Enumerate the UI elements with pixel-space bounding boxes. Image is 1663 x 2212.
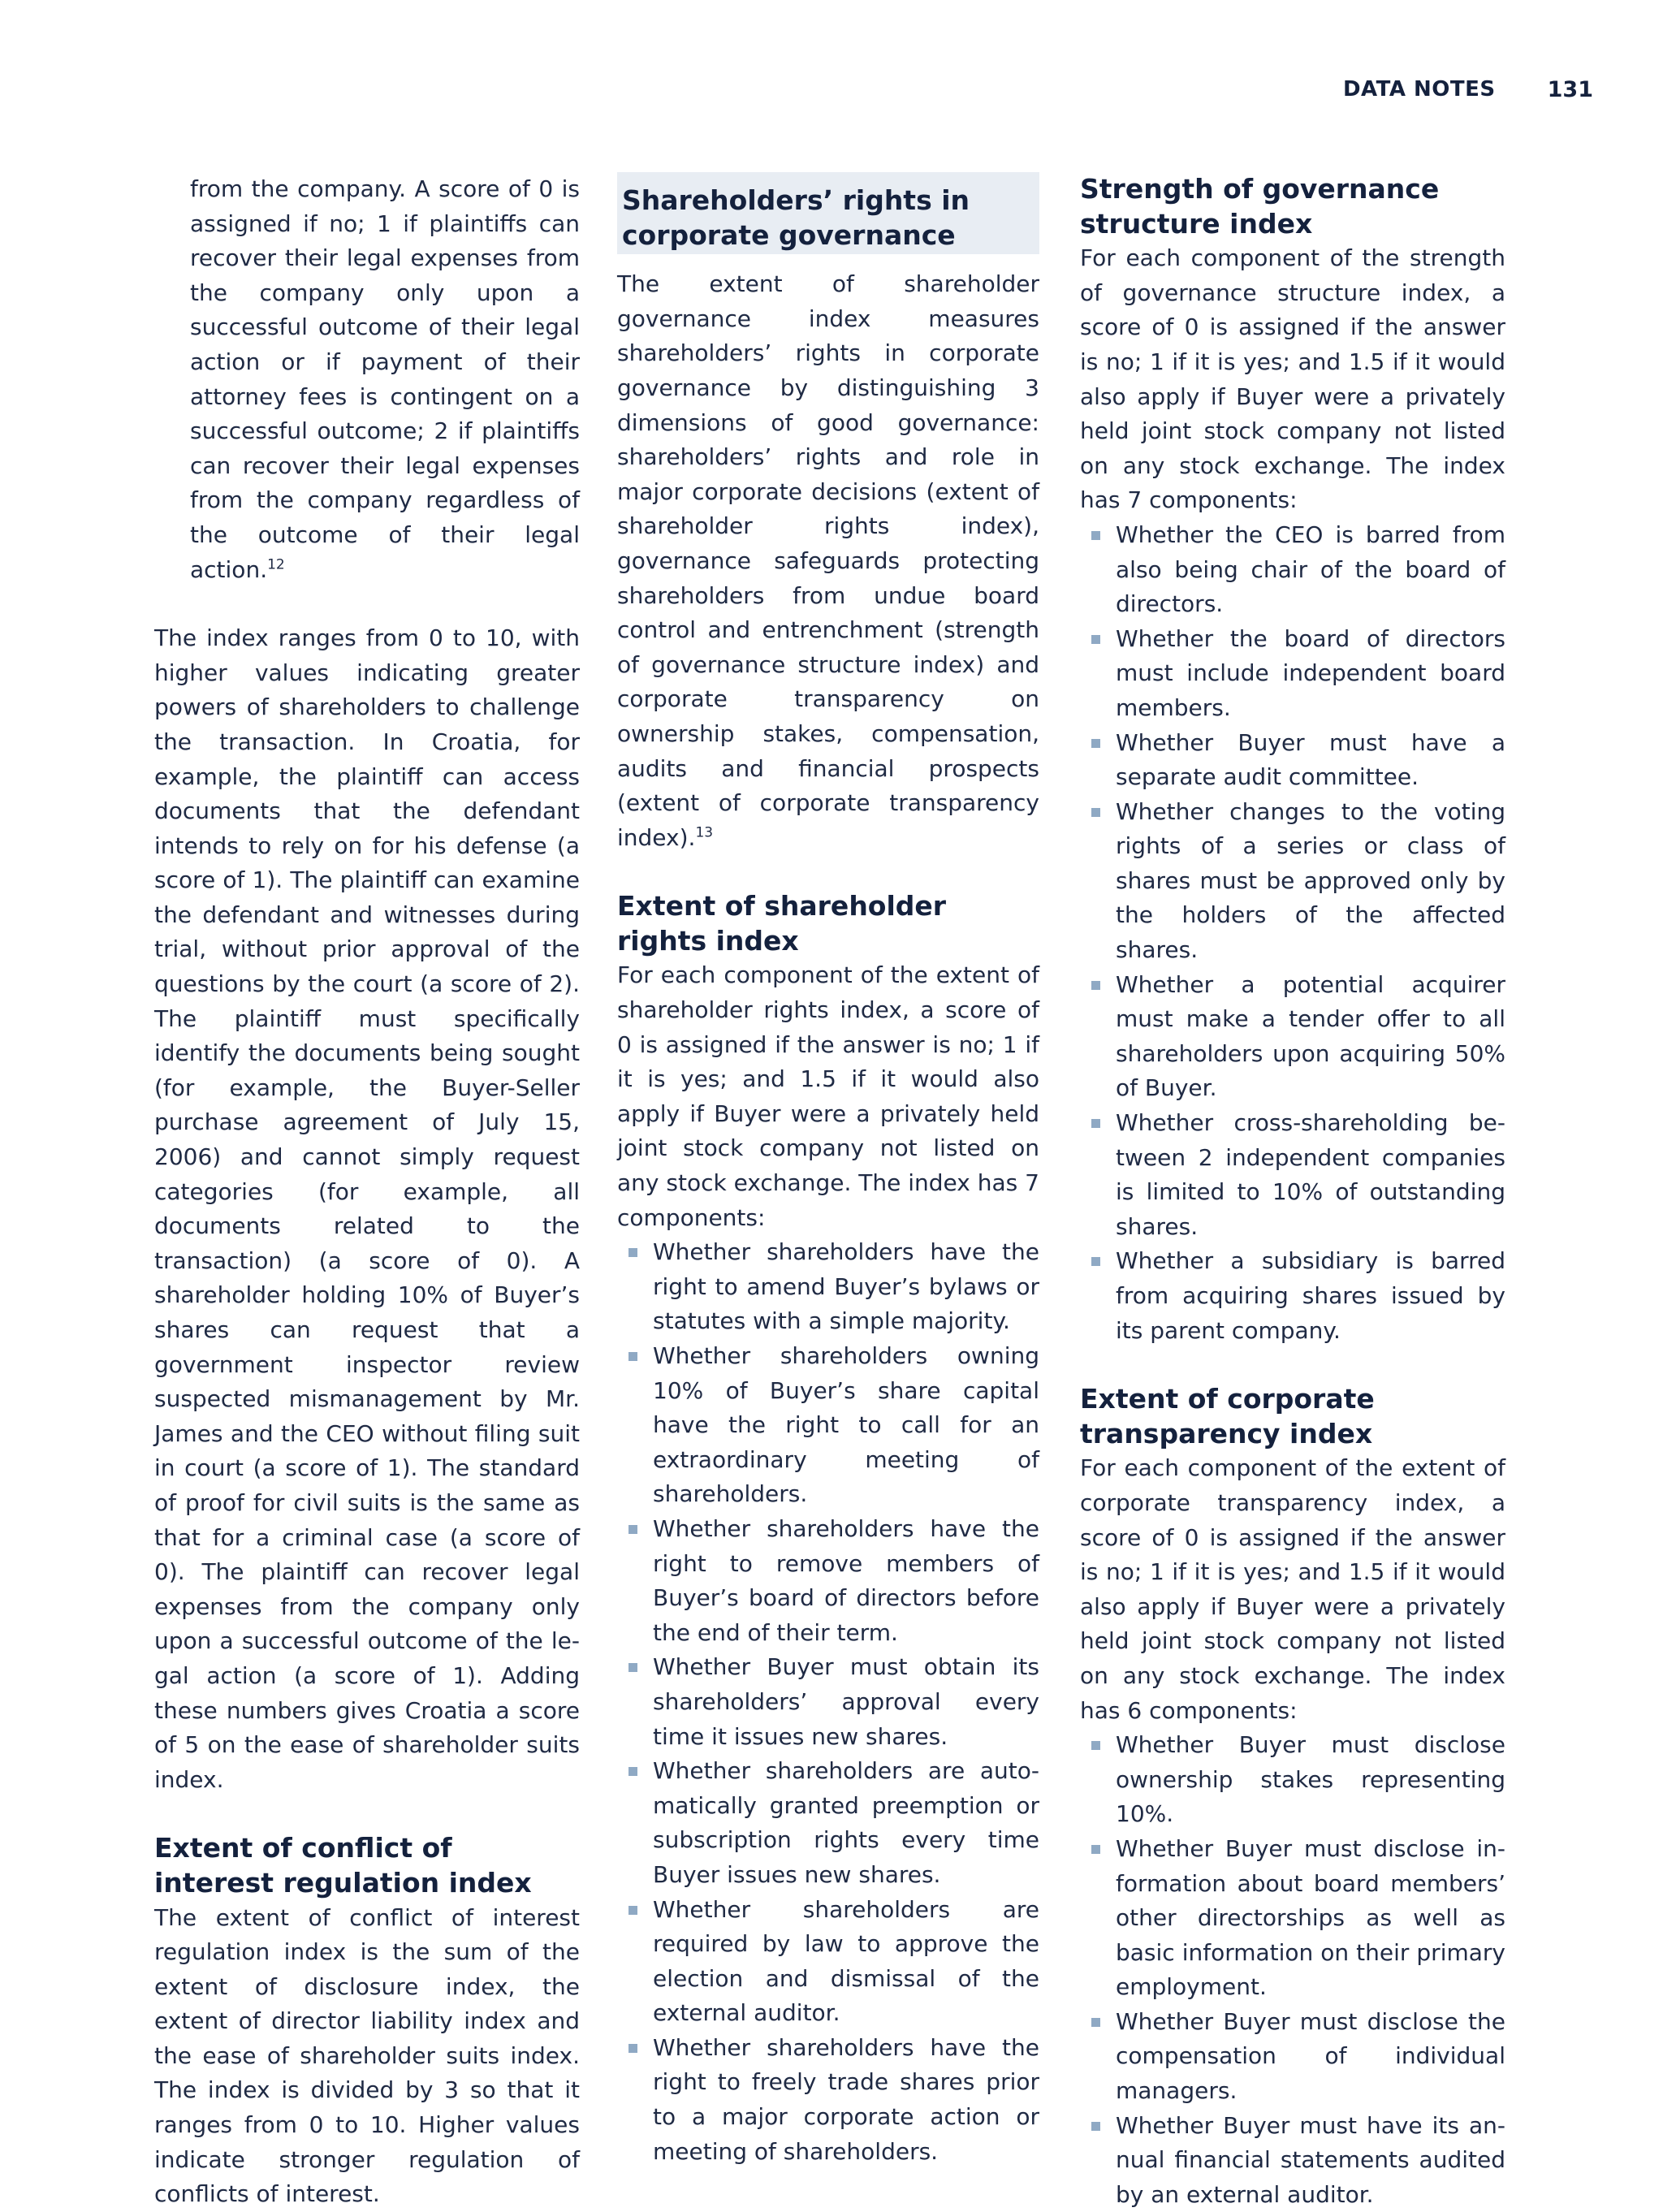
croatia-example-paragraph: The index ranges from 0 to 10, with higher values indicating greater powers of shareholders to challenge the transaction. In Croatia, for example, the plaintiff can access documents that the defendant intends to rely on for his defense (a score of 1). The plaintiff can examine the defendant and witnesses during trial, without prior approval of the questions by the court (a score of 2). The plaintiff must specifically identify the documents being sought (for example, the Buyer-Seller purchase agreement of July 15, 2006) and cannot simply request categories (for example, all documents related to the transaction) (a score of 0). A shareholder holding 10% of Buyer’s shares can request that a government inspector review suspected mismanagement by Mr. James and the CEO without filing suit in court (a score of 1). The standard of proof for civil suits is the same as that for a criminal case (a score of 0). The plaintiff can recover legal expenses from the company only upon a successful outcome of the legal action (a score of 1). Adding these numbers gives Croatia a score of 5 on the ease of shareholder suits index. <box>154 624 580 1793</box>
shareholder-rights-index-heading: Extent of shareholder rights index <box>617 890 947 957</box>
shareholders-rights-heading: Shareholders’ rights in corporate governance <box>622 184 970 251</box>
list-item: Whether the board of directors must include independent board members. <box>1080 622 1505 726</box>
governance-structure-paragraph: For each component of the strength of governance structure index, a score of 0 is assigned if the answer is no; 1 if it is yes; and 1.5 if it would also apply if Buyer were a privately held joint stock company not listed on any stock exchange. The index has 7 components: <box>1080 244 1505 514</box>
governance-structure-components <box>1080 518 1505 1348</box>
governance-structure-heading: Strength of governance structure index <box>1080 173 1440 240</box>
conflict-of-interest-heading: Extent of conflict of interest regulation index <box>154 1832 532 1899</box>
shareholder-rights-components <box>617 1235 1039 2169</box>
list-item: Whether a potential acquirer must make a tender offer to all shareholders upon acquiring 50% of Buyer. <box>1080 968 1505 1106</box>
column-left <box>154 172 580 2212</box>
corporate-transparency-paragraph: For each component of the extent of corporate transparency index, a score of 0 is assigned if the answer is no; 1 if it is yes; and 1.5 if it would also apply if Buyer were a privately held joint stock company not listed on any stock exchange. The index has 6 components: <box>1080 1454 1505 1724</box>
list-item: Whether Buyer must obtain its shareholders’ approval every time it issues new shares. <box>617 1650 1039 1754</box>
shareholders-rights-heading-box <box>617 172 1039 254</box>
conflict-of-interest-paragraph: The extent of conflict of interest regulation index is the sum of the extent of disclosure index, the extent of director liability index and the ease of shareholder suits index. The index is divided by 3 so that it ranges from 0 to 10. Higher values indicate stronger regulation of conflicts of interest. <box>154 1903 580 2208</box>
list-item: Whether the CEO is barred from also being chair of the board of directors. <box>1080 518 1505 622</box>
ease-of-suits-continuation: from the company. A score of 0 is assigned if no; 1 if plaintiffs can recover their legal expenses from the company only upon a successful outcome of their legal action or if payment of their attorney fees is contingent on a successful outcome; 2 if plaintiffs can recover their legal expenses from the company regardless of the outcome of their legal action.$^{12}$ <box>190 175 580 583</box>
list-item: Whether Buyer must disclose information about board members’ other directorships as well as basic information on their primary employment. <box>1080 1832 1505 2005</box>
corporate-transparency-components <box>1080 1728 1505 2212</box>
list-item: Whether Buyer must disclose the compensation of individual managers. <box>1080 2005 1505 2109</box>
list-item: Whether shareholders are automatically granted preemption or subscription rights every time Buyer issues new shares. <box>617 1754 1039 1892</box>
list-item: Whether shareholders have the right to freely trade shares prior to a major corporate action or meeting of shareholders. <box>617 2031 1039 2169</box>
shareholder-governance-paragraph: The extent of shareholder governance index measures shareholders’ rights in corporate governance by distinguishing 3 dimensions of good governance: shareholders’ rights and role in major corporate decisions (extent of shareholder rights index), governance safeguards protecting shareholders from undue board control and entrenchment (strength of governance structure index) and corporate transparency on ownership stakes, compensation, audits and financial prospects (extent of corporate transparency index).$^{13}$ <box>617 270 1039 851</box>
shareholder-rights-index-paragraph: For each component of the extent of shareholder rights index, a score of 0 is assigned if the answer is no; 1 if it is yes; and 1.5 if it would also apply if Buyer were a privately held joint stock company not listed on any stock exchange. The index has 7 components: <box>617 961 1039 1231</box>
footnote-ref-12: 12 <box>267 556 285 573</box>
list-item: Whether Buyer must have its annual financial statements audited by an external auditor. <box>1080 2109 1505 2212</box>
list-item: Whether shareholders owning 10% of Buyer’s share capital have the right to call for an extraordinary meeting of shareholders. <box>617 1339 1039 1512</box>
list-item: Whether a subsidiary is barred from acquiring shares issued by its parent company. <box>1080 1244 1505 1348</box>
footnote-ref-13: 13 <box>695 824 714 841</box>
corporate-transparency-heading: Extent of corporate transparency index <box>1080 1383 1375 1449</box>
list-item: Whether shareholders have the right to amend Buyer’s bylaws or statutes with a simple majority. <box>617 1235 1039 1339</box>
page-number: 131 <box>1547 76 1593 102</box>
page-header <box>1343 73 1593 106</box>
list-item: Whether changes to the voting rights of a series or class of shares must be approved only by the holders of the affected shares. <box>1080 795 1505 968</box>
list-item: Whether shareholders are required by law to approve the election and dismissal of the external auditor. <box>617 1893 1039 2031</box>
list-item: Whether Buyer must have a separate audit committee. <box>1080 726 1505 795</box>
column-middle <box>617 172 1039 2169</box>
list-item: Whether Buyer must disclose ownership stakes representing 10%. <box>1080 1728 1505 1832</box>
section-title: DATA NOTES <box>1342 77 1496 102</box>
list-item: Whether shareholders have the right to remove members of Buyer’s board of directors before the end of their term. <box>617 1512 1039 1650</box>
column-right <box>1080 172 1505 2212</box>
list-item: Whether cross-shareholding between 2 independent companies is limited to 10% of outstanding shares. <box>1080 1106 1505 1244</box>
